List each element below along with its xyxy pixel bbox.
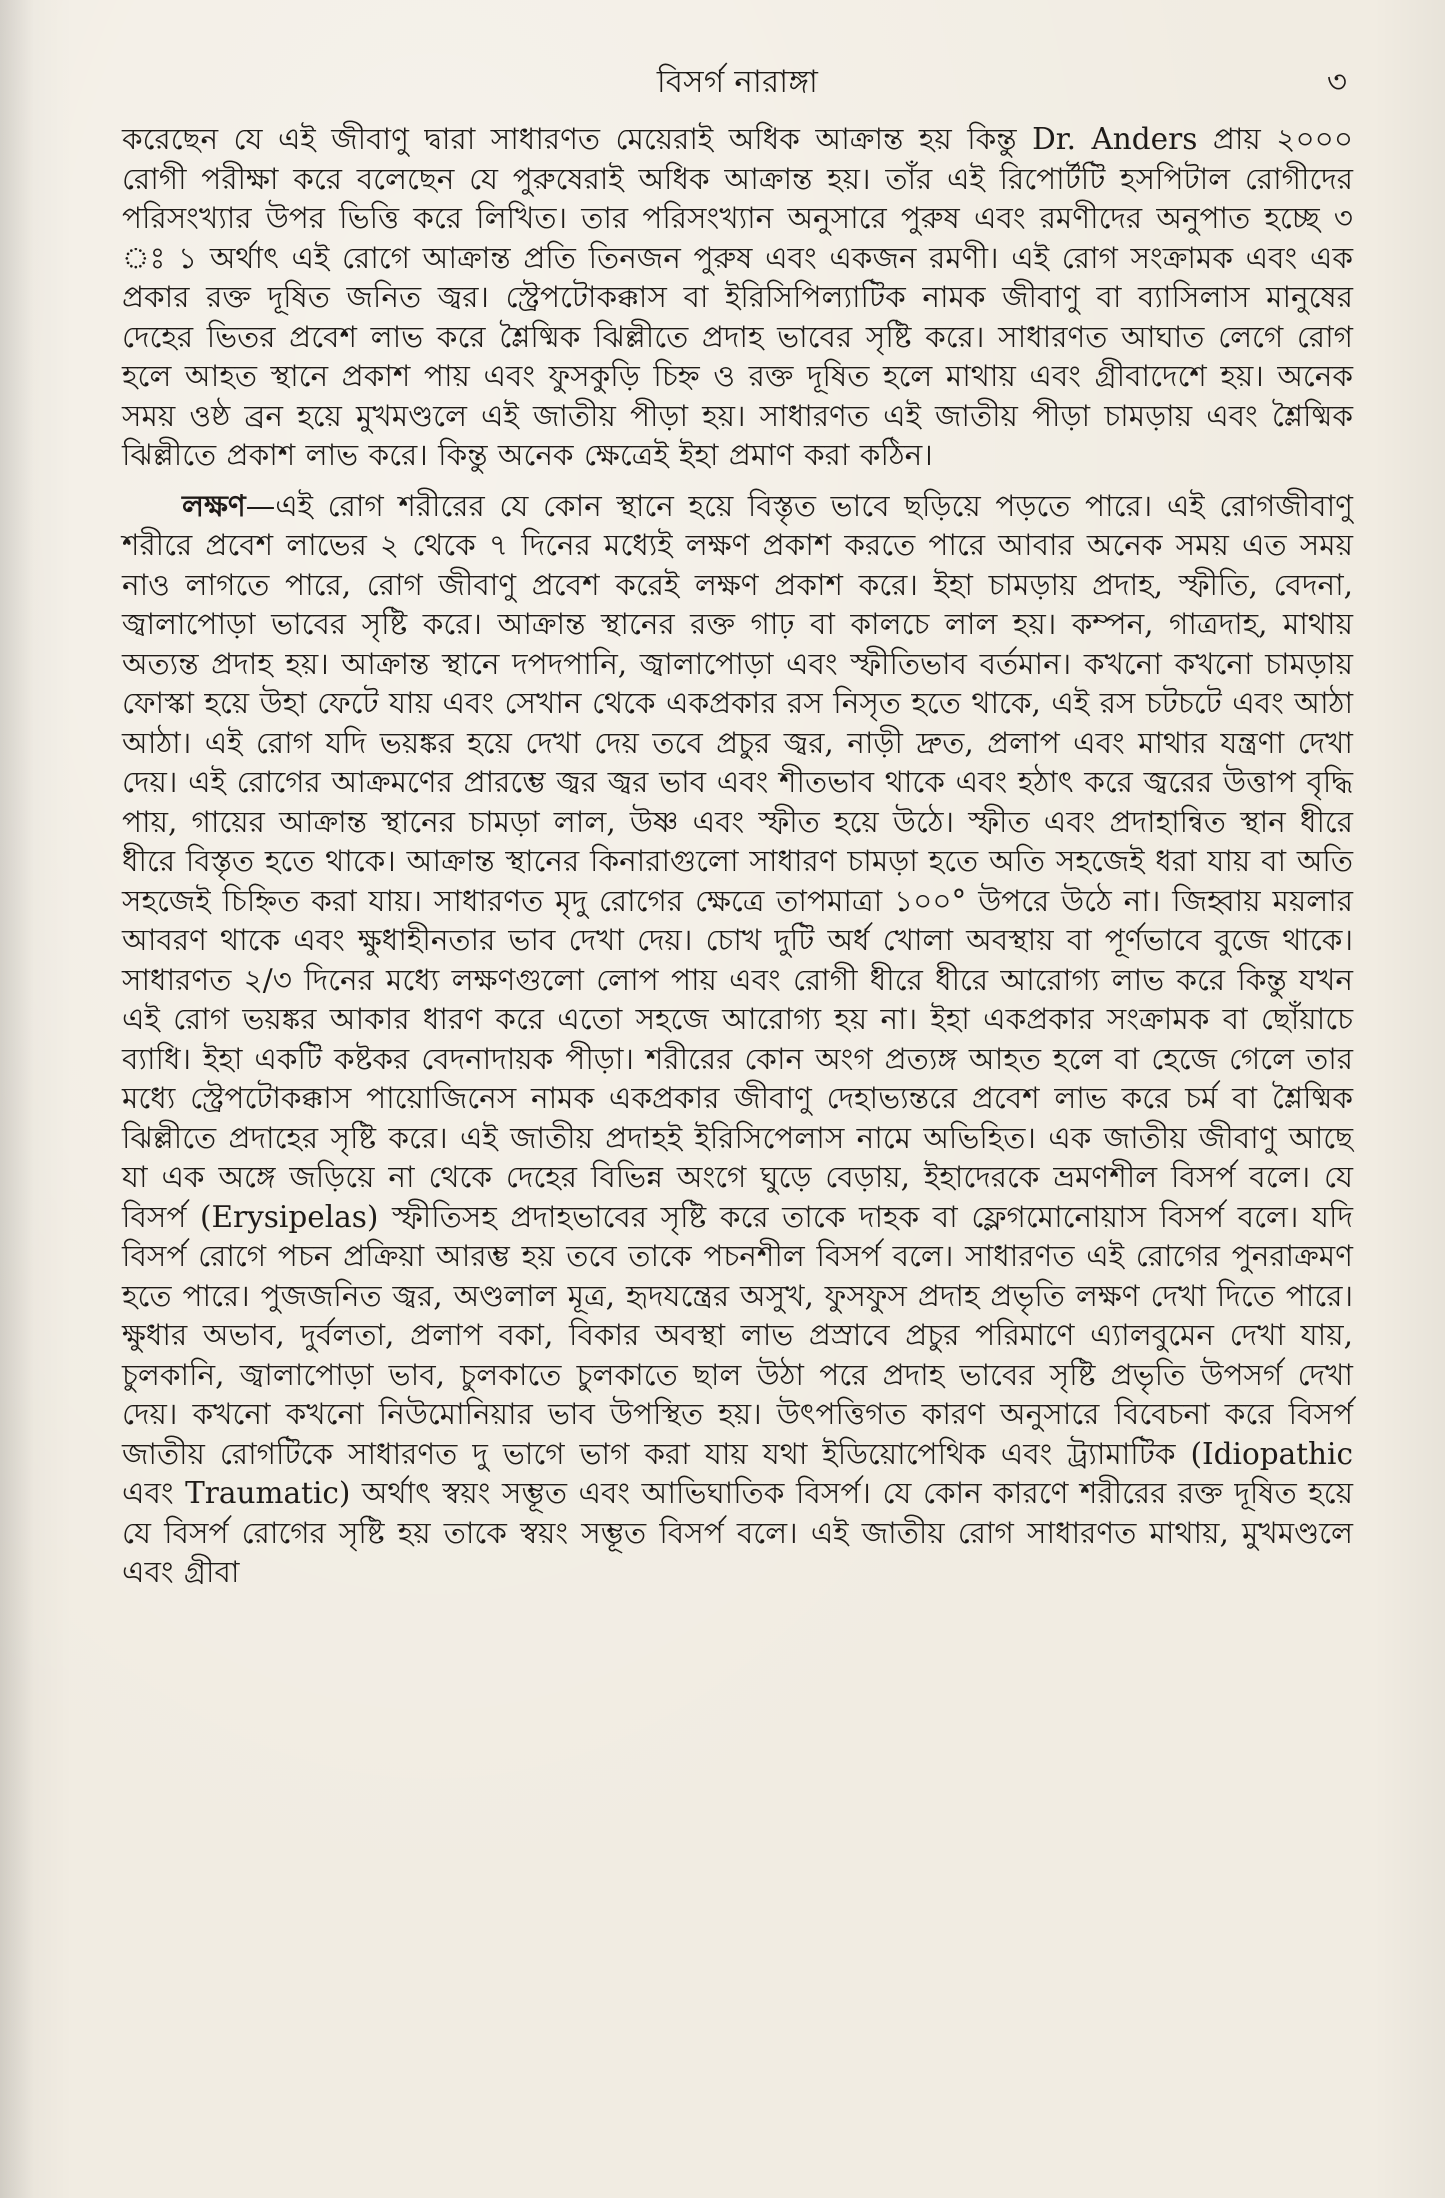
page-number: ৩ <box>1326 64 1347 100</box>
paragraph-symptoms <box>122 486 1353 1593</box>
running-head <box>122 62 1353 120</box>
body-text <box>122 120 1353 1593</box>
symptoms-text: —এই রোগ শরীরের যে কোন স্থানে হয়ে বিস্তৃত ভাবে ছড়িয়ে পড়তে পারে। এই রোগজীবাণু শরীরে প্রবেশ লাভের ২ থেকে ৭ দিনের মধ্যেই লক্ষণ প্রকাশ করতে পারে আবার অনেক সময় এত সময় নাও লাগতে পারে, রোগ জীবাণু প্রবেশ করেই লক্ষণ প্রকাশ করে। ইহা চামড়ায় প্রদাহ, স্ফীতি, বেদনা, জ্বালাপোড়া ভাবের সৃষ্টি করে। আক্রান্ত স্থানের রক্ত গাঢ় বা কালচে লাল হয়। কম্পন, গাত্রদাহ, মাথায় অত্যন্ত প্রদাহ হয়। আক্রান্ত স্থানে দপদপানি, জ্বালাপোড়া এবং স্ফীতিভাব বর্তমান। কখনো কখনো চামড়ায় ফোস্কা হয়ে উহা ফেটে যায় এবং সেখান থেকে একপ্রকার রস নিসৃত হতে থাকে, এই রস চটচটে এবং আঠা আঠা। এই রোগ যদি ভয়ঙ্কর হয়ে দেখা দেয় তবে প্রচুর জ্বর, নাড়ী দ্রুত, প্রলাপ এবং মাথার যন্ত্রণা দেখা দেয়। এই রোগের আক্রমণের প্রারম্ভে জ্বর জ্বর ভাব এবং শীতভাব থাকে এবং হঠাৎ করে জ্বরের উত্তাপ বৃদ্ধি পায়, গায়ের আক্রান্ত স্থানের চামড়া লাল, উষ্ণ এবং স্ফীত হয়ে উঠে। স্ফীত এবং প্রদাহান্বিত স্থান ধীরে ধীরে বিস্তৃত হতে থাকে। আক্রান্ত স্থানের কিনারাগুলো সাধারণ চামড়া হতে অতি সহজেই ধরা যায় বা অতি সহজেই চিহ্নিত করা যায়। সাধারণত মৃদু রোগের ক্ষেত্রে তাপমাত্রা ১০০° উপরে উঠে না। জিহ্বায় ময়লার আবরণ থাকে এবং ক্ষুধাহীনতার ভাব দেখা দেয়। চোখ দুটি অর্ধ খোলা অবস্থায় বা পূর্ণভাবে বুজে থাকে। সাধারণত ২/৩ দিনের মধ্যে লক্ষণগুলো লোপ পায় এবং রোগী ধীরে ধীরে আরোগ্য লাভ করে কিন্তু যখন এই রোগ ভয়ঙ্কর আকার ধারণ করে এতো সহজে আরোগ্য হয় না। ইহা একপ্রকার সংক্রামক বা ছোঁয়াচে ব্যাধি। ইহা একটি কষ্টকর বেদনাদায়ক পীড়া। শরীরের কোন অংগ প্রত্যঙ্গ আহত হলে বা হেজে গেলে তার মধ্যে স্ট্রেপটোকক্কাস পায়োজিনেস নামক একপ্রকার জীবাণু দেহাভ্যন্তরে প্রবেশ লাভ করে চর্ম বা শ্লৈষ্মিক ঝিল্লীতে প্রদাহের সৃষ্টি করে। এই জাতীয় প্রদাহই ইরিসিপেলাস নামে অভিহিত। এক জাতীয় জীবাণু আছে যা এক অঙ্গে জড়িয়ে না থেকে দেহের বিভিন্ন অংগে ঘুড়ে বেড়ায়, ইহাদেরকে ভ্রমণশীল বিসর্প বলে। যে বিসর্প (Erysipelas) স্ফীতিসহ প্রদাহভাবের সৃষ্টি করে তাকে দাহক বা ফ্লেগমোনোয়াস বিসর্প বলে। যদি বিসর্প রোগে পচন প্রক্রিয়া আরম্ভ হয় তবে তাকে পচনশীল বিসর্প বলে। সাধারণত এই রোগের পুনরাক্রমণ হতে পারে। পুজজনিত জ্বর, অণ্ডলাল মূত্র, হৃদযন্ত্রের অসুখ, ফুসফুস প্রদাহ প্রভৃতি লক্ষণ দেখা দিতে পারে। ক্ষুধার অভাব, দুর্বলতা, প্রলাপ বকা, বিকার অবস্থা লাভ প্রস্রাবে প্রচুর পরিমাণে এ্যালবুমেন দেখা যায়, চুলকানি, জ্বালাপোড়া ভাব, চুলকাতে চুলকাতে ছাল উঠা পরে প্রদাহ ভাবের সৃষ্টি প্রভৃতি উপসর্গ দেখা দেয়। কখনো কখনো নিউমোনিয়ার ভাব উপস্থিত হয়। উৎপত্তিগত কারণ অনুসারে বিবেচনা করে বিসর্প জাতীয় রোগটিকে সাধারণত দু ভাগে ভাগ করা যায় যথা ইডিয়োপেথিক এবং ট্র্যামাটিক (Idiopathic এবং Traumatic) অর্থাৎ স্বয়ং সম্ভূত এবং আভিঘাতিক বিসর্প। যে কোন কারণে শরীরের রক্ত দূষিত হয়ে যে বিসর্প রোগের সৃষ্টি হয় তাকে স্বয়ং সম্ভূত বিসর্প বলে। এই জাতীয় রোগ সাধারণত মাথায়, মুখমণ্ডলে এবং গ্রীবা <box>122 488 1353 1589</box>
symptoms-heading: লক্ষণ <box>182 487 246 523</box>
running-title: বিসর্গ নারাঙ্গা <box>656 64 819 100</box>
paragraph-continued: করেছেন যে এই জীবাণু দ্বারা সাধারণত মেয়েরাই অধিক আক্রান্ত হয় কিন্তু Dr. Anders প্রায় ২০০০ রোগী পরীক্ষা করে বলেছেন যে পুরুষেরাই অধিক আক্রান্ত হয়। তাঁর এই রিপোর্টটি হসপিটাল রোগীদের পরিসংখ্যার উপর ভিত্তি করে লিখিত। তার পরিসংখ্যান অনুসারে পুরুষ এবং রমণীদের অনুপাত হচ্ছে ৩ ঃ ১ অর্থাৎ এই রোগে আক্রান্ত প্রতি তিনজন পুরুষ এবং একজন রমণী। এই রোগ সংক্রামক এবং এক প্রকার রক্ত দূষিত জনিত জ্বর। স্ট্রেপটোকক্কাস বা ইরিসিপিল্যাটিক নামক জীবাণু বা ব্যাসিলাস মানুষের দেহের ভিতর প্রবেশ লাভ করে শ্লৈষ্মিক ঝিল্লীতে প্রদাহ ভাবের সৃষ্টি করে। সাধারণত আঘাত লেগে রোগ হলে আহত স্থানে প্রকাশ পায় এবং ফুসকুড়ি চিহ্ন ও রক্ত দূষিত হলে মাথায় এবং গ্রীবাদেশে হয়। অনেক সময় ওষ্ঠ ব্রন হয়ে মুখমণ্ডলে এই জাতীয় পীড়া হয়। সাধারণত এই জাতীয় পীড়া চামড়ায় এবং শ্লৈষ্মিক ঝিল্লীতে প্রকাশ লাভ করে। কিন্তু অনেক ক্ষেত্রেই ইহা প্রমাণ করা কঠিন। <box>122 122 1353 472</box>
spine-shadow <box>0 0 34 2198</box>
